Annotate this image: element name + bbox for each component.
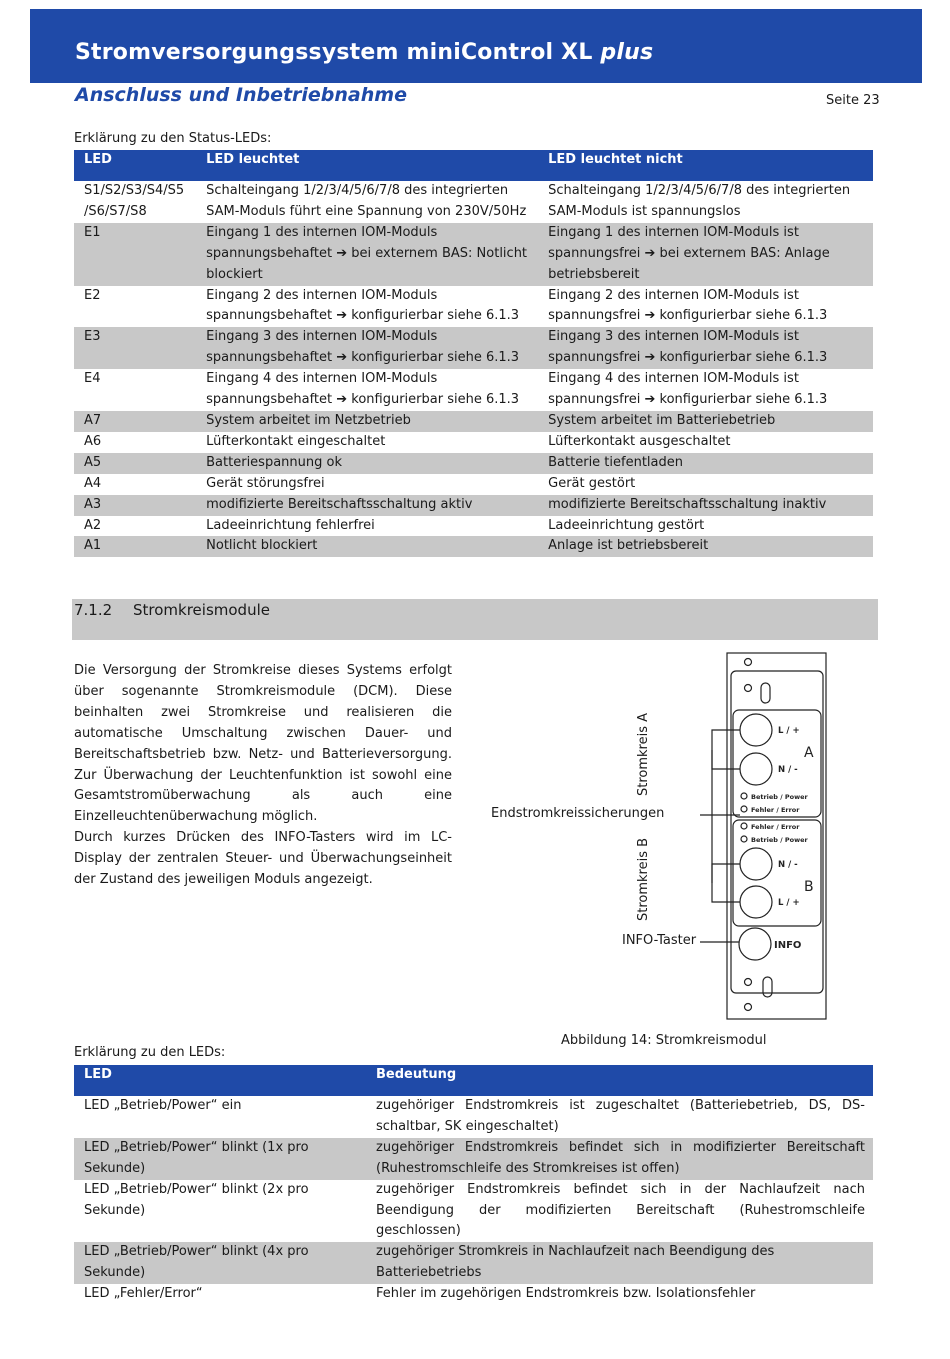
- table-header: LED leuchtet: [196, 150, 538, 181]
- screw-hole: [745, 1004, 752, 1011]
- led-id: S1/S2/S3/S4/S5 /S6/S7/S8: [84, 183, 185, 219]
- led-off-text: Schalteingang 1/2/3/4/5/6/7/8 des integrierten SAM-Moduls ist spannungslos: [548, 183, 851, 219]
- led-on-text: Eingang 4 des internen IOM-Moduls spannungsbehaftet ➔ konfigurierbar siehe 6.1.3: [206, 371, 520, 408]
- table-header: Bedeutung: [366, 1065, 873, 1096]
- led-state: LED „Fehler/Error“: [84, 1286, 203, 1302]
- screw-hole: [745, 685, 752, 692]
- led-meaning: zugehöriger Stromkreis in Nachlaufzeit nach Beendigung des Batteriebetriebs: [366, 1242, 873, 1284]
- section-title: Stromkreismodule: [133, 601, 270, 619]
- leader-circuit-b: [712, 864, 740, 902]
- led-id: A6: [84, 433, 102, 449]
- chapter-subtitle: Anschluss und Inbetriebnahme: [75, 84, 407, 106]
- table-row: [74, 1242, 873, 1284]
- document-title: Stromversorgungssystem miniControl XL plus: [75, 40, 654, 65]
- body-paragraph: Die Versorgung der Stromkreise dieses Systems erfolgt über sogenannte Stromkreismodule (DCM). Diese beinhalten zwei Stromkreise und realisieren die automatische Umschaltung zwischen Dauer- und Bereitschaftsbetrieb bzw. Netz- und Batterieversorgung. Zur Überwachung der Leuchtenfunktion ist sowohl eine Gesamtstromüberwachung als auch eine Einzelleuchtenüberwachung möglich.: [74, 663, 452, 825]
- led-on-text: Lüfterkontakt eingeschaltet: [206, 433, 386, 449]
- led-meaning: zugehöriger Endstromkreis befindet sich in der Nachlaufzeit nach Beendigung der modifizierten Bereitschaft (Ruhestromschleife geschlossen): [376, 1181, 865, 1239]
- led-off-text: Anlage ist betriebsbereit: [538, 536, 873, 557]
- led-on-text: Batteriespannung ok: [196, 453, 538, 474]
- led-id: A5: [74, 453, 196, 474]
- table-row: [74, 432, 873, 453]
- led-meaning: zugehöriger Endstromkreis ist zugeschaltet (Batteriebetrieb, DS, DS-schaltbar, SK eingeschaltet): [376, 1098, 865, 1134]
- page-number: Seite 23: [826, 93, 880, 108]
- table-row: [74, 1096, 873, 1138]
- table-row: [74, 474, 873, 495]
- led-id: A3: [74, 495, 196, 516]
- led-id: E4: [84, 371, 101, 387]
- led-on-text: Schalteingang 1/2/3/4/5/6/7/8 des integrierten SAM-Moduls führt eine Spannung von 230V/50Hz: [206, 183, 527, 219]
- led-error-b: [741, 823, 747, 829]
- label-circuit-a: Stromkreis A: [636, 712, 651, 796]
- label-info-button: INFO-Taster: [622, 933, 697, 948]
- led-on-text: modifizierte Bereitschaftsschaltung aktiv: [196, 495, 538, 516]
- led-on-text: Gerät störungsfrei: [206, 475, 325, 491]
- screw-hole: [745, 979, 752, 986]
- led-meaning: Fehler im zugehörigen Endstromkreis bzw. Isolationsfehler: [376, 1286, 756, 1302]
- table-row: [74, 286, 873, 328]
- fuse-n-a-label: N / -: [778, 765, 798, 775]
- led-power-a: [741, 793, 747, 799]
- leds-table: [74, 1065, 873, 1305]
- led-id: E3: [74, 327, 196, 369]
- table-row: [74, 369, 873, 411]
- led-state: LED „Betrieb/Power“ blinkt (1x pro Sekunde): [74, 1138, 366, 1180]
- figure-caption: Abbildung 14: Stromkreismodul: [561, 1033, 767, 1048]
- table-row: [74, 516, 873, 537]
- led-id: E1: [74, 223, 196, 286]
- screw-hole: [745, 659, 752, 666]
- led-error-a: [741, 806, 747, 812]
- led-off-text: Eingang 4 des internen IOM-Moduls ist spannungsfrei ➔ konfigurierbar siehe 6.1.3: [548, 371, 828, 408]
- panel-a-label: A: [804, 745, 814, 761]
- led-error-b-label: Fehler / Error: [751, 823, 800, 831]
- led-on-text: Eingang 3 des internen IOM-Moduls spannungsbehaftet ➔ konfigurierbar siehe 6.1.3: [196, 327, 538, 369]
- info-button-circle: [739, 928, 771, 960]
- led-id: A2: [84, 517, 102, 533]
- led-off-text: Lüfterkontakt ausgeschaltet: [548, 433, 731, 449]
- section-number: 7.1.2: [74, 601, 113, 619]
- fuse-l-a-label: L / +: [778, 726, 800, 736]
- led-off-text: Gerät gestört: [548, 475, 636, 491]
- table-row: [74, 327, 873, 369]
- led-on-text: System arbeitet im Netzbetrieb: [196, 411, 538, 432]
- table-row: [74, 411, 873, 432]
- led-error-a-label: Fehler / Error: [751, 806, 800, 814]
- slot: [761, 683, 770, 703]
- led-id: E2: [84, 287, 101, 303]
- fuse-n-b: [740, 848, 772, 880]
- panel-b-label: B: [804, 879, 814, 895]
- led-power-b-label: Betrieb / Power: [751, 836, 808, 844]
- table-header: LED leuchtet nicht: [538, 150, 873, 181]
- led-power-b: [741, 836, 747, 842]
- led-off-text: Eingang 1 des internen IOM-Moduls ist spannungsfrei ➔ bei externem BAS: Anlage betriebsbereit: [538, 223, 873, 286]
- table-row: [74, 536, 873, 557]
- led-meaning: zugehöriger Endstromkreis befindet sich in modifizierter Bereitschaft (Ruhestromschleife des Stromkreises ist offen): [366, 1138, 873, 1180]
- led-off-text: modifizierte Bereitschaftsschaltung inaktiv: [538, 495, 873, 516]
- section-heading: [72, 599, 878, 640]
- label-circuit-b: Stromkreis B: [636, 837, 651, 921]
- slot: [763, 977, 772, 997]
- led-off-text: Ladeeinrichtung gestört: [548, 517, 705, 533]
- led-on-text: Eingang 1 des internen IOM-Moduls spannungsbehaftet ➔ bei externem BAS: Notlicht blockiert: [196, 223, 538, 286]
- fuse-l-b-label: L / +: [778, 898, 800, 908]
- table-header: LED: [74, 1065, 366, 1096]
- led-off-text: Eingang 3 des internen IOM-Moduls ist spannungsfrei ➔ konfigurierbar siehe 6.1.3: [538, 327, 873, 369]
- led-power-a-label: Betrieb / Power: [751, 793, 808, 801]
- led-id: A7: [74, 411, 196, 432]
- led-off-text: Batterie tiefentladen: [538, 453, 873, 474]
- fuse-l-b: [740, 886, 772, 918]
- table-header: LED: [74, 150, 196, 181]
- led-off-text: Eingang 2 des internen IOM-Moduls ist spannungsfrei ➔ konfigurierbar siehe 6.1.3: [548, 287, 828, 324]
- table-row: [74, 181, 873, 223]
- table-row: [74, 1138, 873, 1180]
- table-row: [74, 453, 873, 474]
- status-leds-caption: Erklärung zu den Status-LEDs:: [74, 131, 272, 146]
- fuse-n-b-label: N / -: [778, 860, 798, 870]
- circuit-module-diagram: [700, 650, 830, 1022]
- led-id: A1: [74, 536, 196, 557]
- led-state: LED „Betrieb/Power“ ein: [84, 1098, 242, 1113]
- led-on-text: Notlicht blockiert: [196, 536, 538, 557]
- table-row: [74, 495, 873, 516]
- leds-caption: Erklärung zu den LEDs:: [74, 1045, 226, 1060]
- status-leds-table: [74, 150, 873, 557]
- led-off-text: System arbeitet im Batteriebetrieb: [538, 411, 873, 432]
- label-fuses: Endstromkreissicherungen: [491, 806, 665, 821]
- fuse-n-a: [740, 753, 772, 785]
- leader-circuit-a: [712, 730, 740, 769]
- table-row: [74, 1180, 873, 1243]
- body-paragraph: Durch kurzes Drücken des INFO-Tasters wird im LC-Display der zentralen Steuer- und Überwachungseinheit der Zustand des jeweiligen Moduls angezeigt.: [74, 830, 452, 887]
- led-on-text: Ladeeinrichtung fehlerfrei: [206, 517, 375, 533]
- info-button-label: INFO: [774, 940, 802, 951]
- fuse-l-a: [740, 714, 772, 746]
- led-on-text: Eingang 2 des internen IOM-Moduls spannungsbehaftet ➔ konfigurierbar siehe 6.1.3: [206, 287, 520, 324]
- table-row: [74, 223, 873, 286]
- led-state: LED „Betrieb/Power“ blinkt (2x pro Sekunde): [84, 1181, 309, 1218]
- led-id: A4: [84, 475, 102, 491]
- table-row: [74, 1284, 873, 1305]
- led-state: LED „Betrieb/Power“ blinkt (4x pro Sekunde): [74, 1242, 366, 1284]
